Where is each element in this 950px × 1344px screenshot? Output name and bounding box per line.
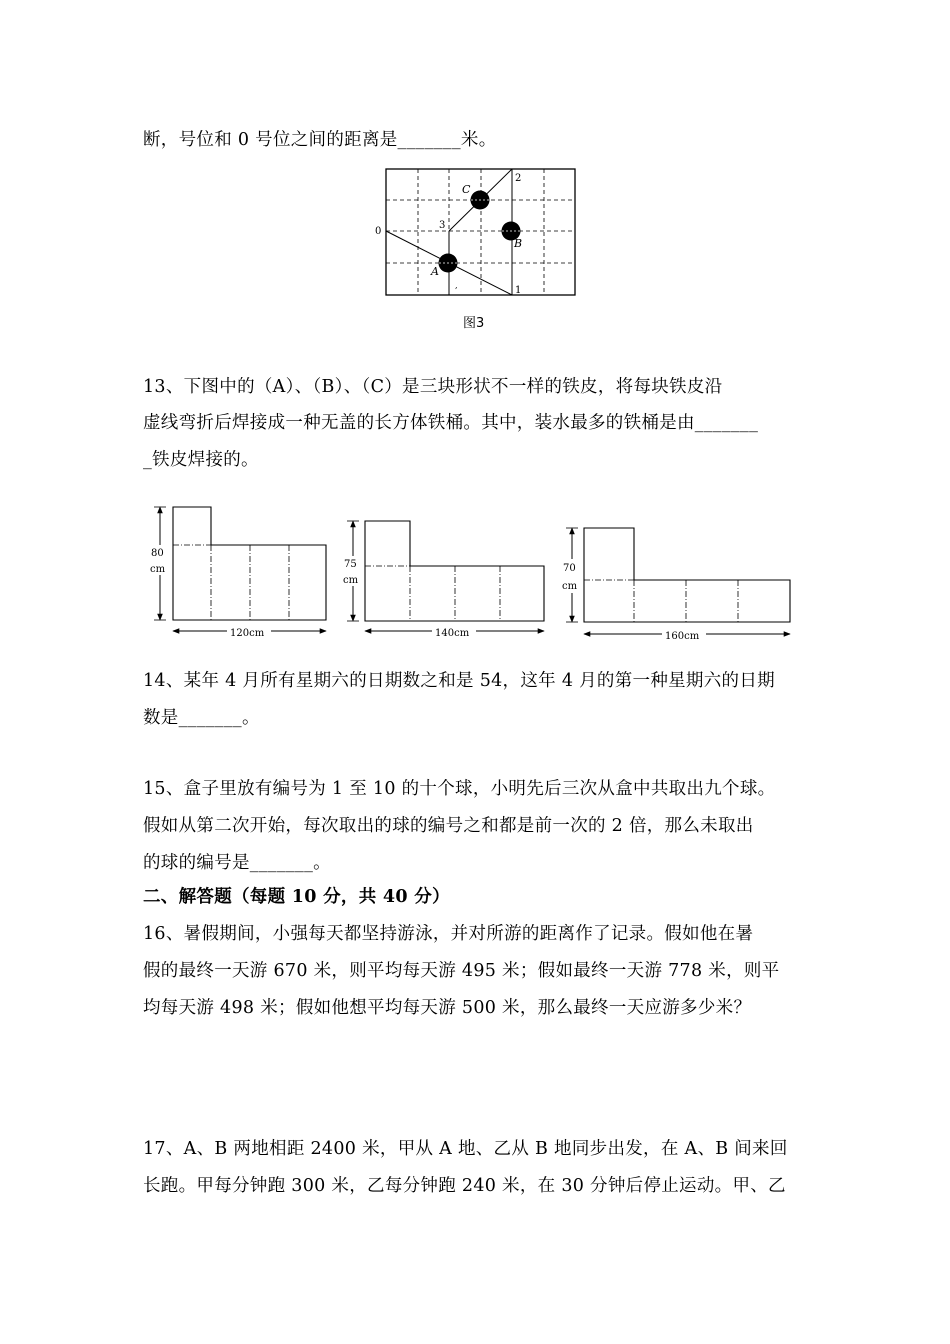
text-line-q12-end: 断，号位和 0 号位之间的距离是_______米。	[143, 130, 497, 150]
sheet-c-width: 160cm	[665, 631, 700, 642]
text-line-q13-2: 虚线弯折后焊接成一种无盖的长方体铁桶。其中，装水最多的铁桶是由_______	[143, 413, 759, 433]
text-line-q13-1: 13、下图中的（A）、（B）、（C）是三块形状不一样的铁皮，将每块铁皮沿	[143, 377, 723, 397]
sheet-c-unit: cm	[562, 581, 578, 592]
sheet-a	[149, 507, 326, 639]
sheet-b-height: 75	[344, 559, 357, 570]
figure-3-diagram	[372, 165, 582, 300]
iron-sheets-diagram	[140, 495, 810, 645]
ball-c	[471, 191, 490, 210]
text-line-q15-3: 的球的编号是_______。	[143, 853, 331, 873]
label-2: 2	[515, 173, 522, 184]
text-line-q15-1: 15、盒子里放有编号为 1 至 10 的十个球，小明先后三次从盒中共取出九个球。	[143, 779, 776, 799]
text-line-q17-1: 17、A、B 两地相距 2400 米，甲从 A 地、乙从 B 地同步出发，在 A、B 间来回	[143, 1139, 788, 1159]
text-line-q14-1: 14、某年 4 月所有星期六的日期数之和是 54，这年 4 月的第一种星期六的日期	[143, 671, 775, 691]
label-b: B	[514, 237, 523, 250]
text-line-q17-2: 长跑。甲每分钟跑 300 米，乙每分钟跑 240 米，在 30 分钟后停止运动。甲、乙	[143, 1176, 786, 1196]
sheet-b	[342, 521, 544, 639]
sheet-a-unit: cm	[150, 564, 166, 575]
text-line-q16-1: 16、暑假期间，小强每天都坚持游泳，并对所游的距离作了记录。假如他在暑	[143, 924, 754, 944]
sheet-c-height: 70	[563, 563, 576, 574]
sheet-c	[561, 528, 790, 642]
sheet-a-width: 120cm	[230, 628, 265, 639]
section-heading-answers: 二、解答题（每题 10 分，共 40 分）	[143, 887, 450, 907]
sheet-a-height: 80	[151, 548, 164, 559]
figure-3-caption: 图3	[463, 316, 485, 331]
text-line-q16-2: 假的最终一天游 670 米，则平均每天游 495 米；假如最终一天游 778 米，则平	[143, 961, 780, 981]
label-0: 0	[375, 226, 382, 237]
label-3: 3	[439, 220, 446, 231]
svg-text:,: ,	[455, 281, 458, 290]
text-line-q16-3: 均每天游 498 米；假如他想平均每天游 500 米，那么最终一天应游多少米？	[143, 998, 752, 1018]
label-c: C	[462, 183, 471, 196]
text-line-q15-2: 假如从第二次开始，每次取出的球的编号之和都是前一次的 2 倍，那么未取出	[143, 816, 754, 836]
sheet-b-width: 140cm	[435, 628, 470, 639]
label-a: A	[431, 265, 439, 278]
text-line-q13-3: _铁皮焊接的。	[143, 450, 259, 470]
label-1: 1	[515, 285, 522, 296]
text-line-q14-2: 数是_______。	[143, 708, 260, 728]
sheet-b-unit: cm	[343, 575, 359, 586]
ball-a	[439, 254, 458, 273]
